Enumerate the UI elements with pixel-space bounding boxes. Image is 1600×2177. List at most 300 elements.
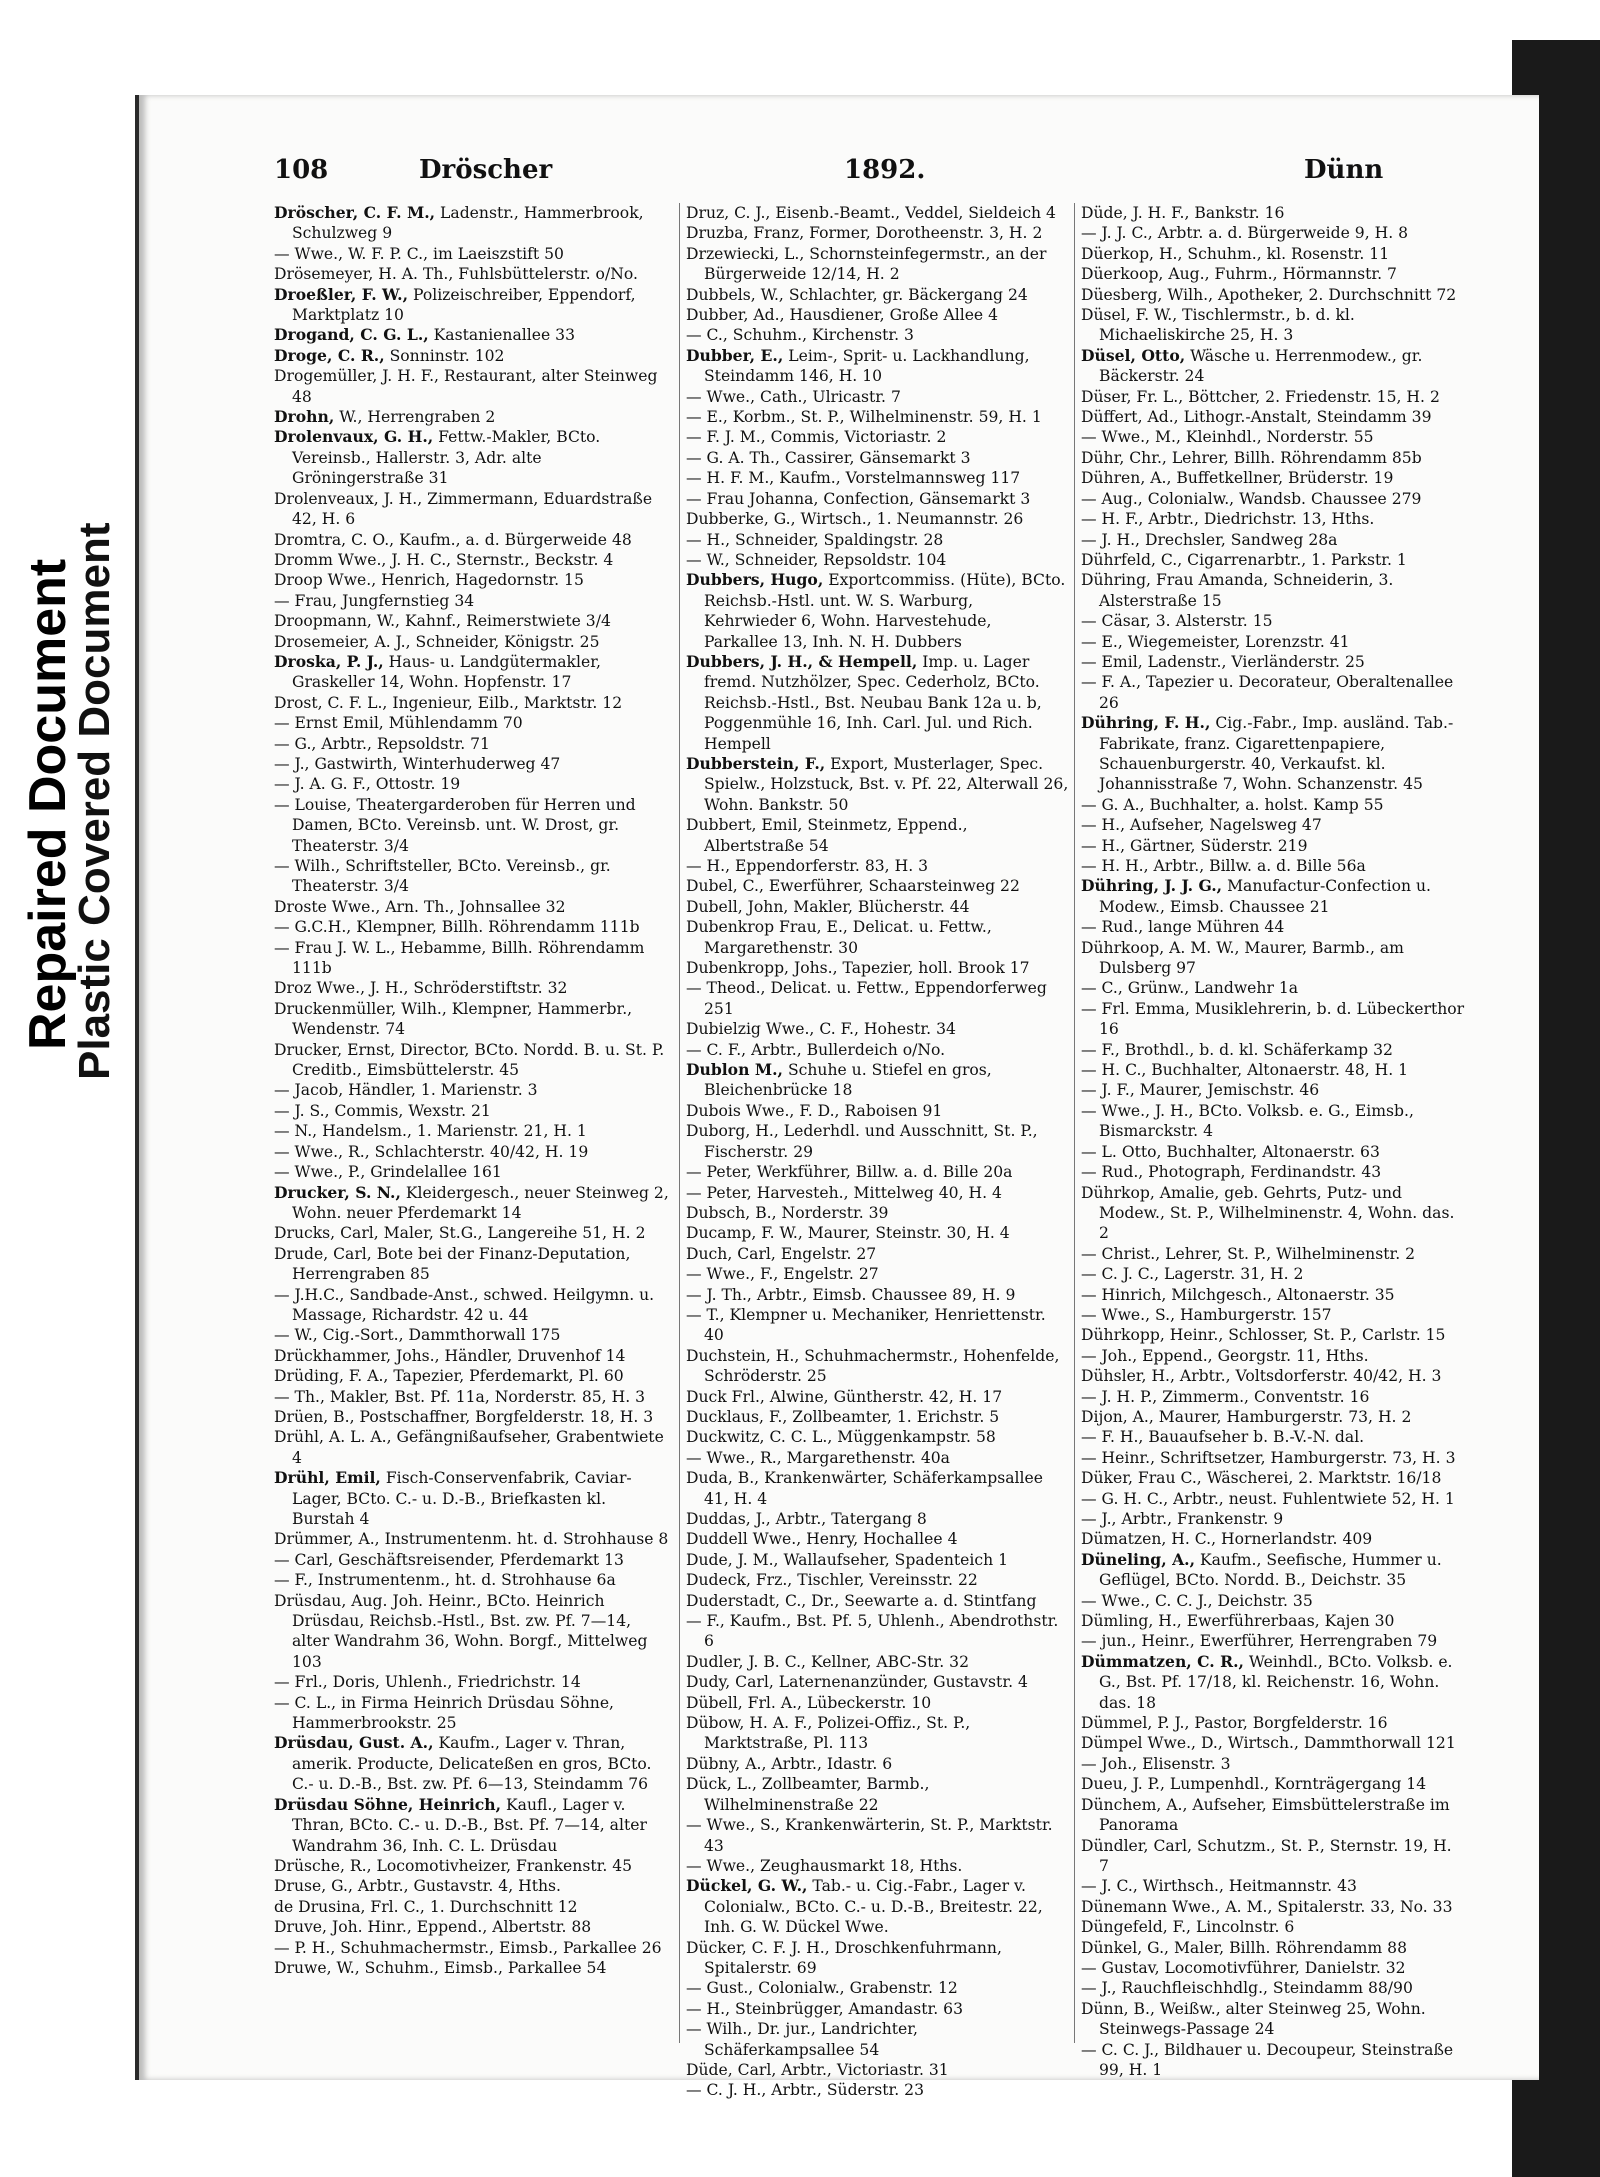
- entry-name: Droska, P. J.,: [274, 651, 384, 671]
- entry-name: Drüsdau, Gust. A.,: [274, 1733, 434, 1753]
- entry-details: — J. F., Maurer, Jemischstr. 46: [1081, 1081, 1320, 1100]
- directory-entry: [686, 570, 1069, 652]
- directory-entry: [686, 1856, 1069, 1876]
- entry-details: Düker, Frau C., Wäscherei, 2. Marktstr. 16/18: [1081, 1469, 1442, 1488]
- entry-details: Manufactur-Confection u. Modew., Eimsb. Chaussee 21: [1099, 877, 1431, 916]
- entry-details: Dühren, A., Buffetkellner, Brüderstr. 19: [1081, 469, 1394, 488]
- entry-details: — H., Eppendorferstr. 83, H. 3: [686, 857, 929, 875]
- directory-entry: [274, 897, 669, 917]
- entry-details: Druve, Joh. Hinr., Eppend., Albertstr. 88: [274, 1918, 592, 1937]
- directory-entry: [1081, 1897, 1466, 1917]
- directory-entry: [1081, 427, 1466, 447]
- entry-details: — Frau J. W. L., Hebamme, Billh. Röhrendamm 111b: [274, 938, 645, 978]
- entry-details: Drude, Carl, Bote bei der Finanz-Deputation, Herrengraben 85: [274, 1244, 631, 1284]
- entry-details: — J. Th., Arbtr., Eimsb. Chaussee 89, H. 9: [686, 1285, 1016, 1304]
- directory-entry: [686, 509, 1069, 529]
- directory-entry: [686, 1693, 1069, 1713]
- directory-entry: [1081, 1387, 1466, 1407]
- directory-entry: [686, 1509, 1069, 1529]
- directory-entry: [274, 1733, 669, 1794]
- entry-details: Ladenstr., Hammerbrook, Schulzweg 9: [292, 204, 644, 243]
- directory-entry: [274, 489, 669, 530]
- directory-entry: [1081, 223, 1466, 243]
- entry-details: Drucker, Ernst, Director, BCto. Nordd. B. u. St. P. Creditb., Eimsbüttelerstr. 45: [274, 1040, 665, 1080]
- entry-details: Düde, J. H. F., Bankstr. 16: [1081, 204, 1285, 222]
- directory-entry: [686, 1346, 1069, 1387]
- entry-details: Dubberke, G., Wirtsch., 1. Neumannstr. 26: [686, 510, 1024, 529]
- directory-entry: [686, 427, 1069, 447]
- directory-entry: [1081, 652, 1466, 672]
- directory-entry: [274, 1162, 669, 1182]
- entry-details: Dubielzig Wwe., C. F., Hohestr. 34: [686, 1020, 956, 1039]
- entry-details: — Theod., Delicat. u. Fettw., Eppendorferweg 251: [686, 979, 1047, 1018]
- entry-details: Düerkop, H., Schuhm., kl. Rosenstr. 11: [1081, 244, 1390, 263]
- directory-entry: [1081, 1407, 1466, 1427]
- directory-entry: [274, 938, 669, 979]
- entry-details: Exportcommiss. (Hüte), BCto. Reichsb.-Hstl. unt. W. S. Warburg, Kehrwieder 6, Wohn. Harvestehude, Parkallee 13, Inh. N. H. Dubbers: [704, 571, 1066, 651]
- directory-entry: [1081, 1713, 1466, 1733]
- directory-entry: [686, 2019, 1069, 2060]
- directory-entry: [686, 1672, 1069, 1692]
- page-number: 108: [274, 155, 329, 185]
- directory-entry: [274, 611, 669, 631]
- directory-entry: [1081, 387, 1466, 407]
- directory-entry: [686, 1652, 1069, 1672]
- entry-details: Duddell Wwe., Henry, Hochallee 4: [686, 1530, 958, 1549]
- entry-details: — Wwe., Zeughausmarkt 18, Hths.: [686, 1856, 963, 1875]
- directory-entry: [274, 1223, 669, 1243]
- directory-entry: [686, 856, 1069, 876]
- directory-entry: [686, 244, 1069, 285]
- directory-entry: [1081, 978, 1466, 998]
- directory-entry: [274, 917, 669, 937]
- directory-entry: [686, 203, 1069, 223]
- entry-details: — G., Arbtr., Repsoldstr. 71: [274, 734, 490, 753]
- entry-details: Dünchem, A., Aufseher, Eimsbüttelerstraße im Panorama: [1081, 1795, 1450, 1835]
- directory-entry: [686, 1060, 1069, 1101]
- directory-entry: [686, 1550, 1069, 1570]
- directory-entry: [1081, 1040, 1466, 1060]
- entry-details: — Wwe., R., Margarethenstr. 40a: [686, 1448, 950, 1467]
- entry-name: Drogand, C. G. L.,: [274, 325, 429, 345]
- entry-details: — C. L., in Firma Heinrich Drüsdau Söhne, Hammerbrookstr. 25: [274, 1693, 615, 1733]
- directory-entry: [1081, 1325, 1466, 1345]
- entry-details: — Aug., Colonialw., Wandsb. Chaussee 279: [1081, 489, 1422, 508]
- entry-details: Schuhe u. Stiefel en gros, Bleichenbrücke 18: [704, 1061, 992, 1100]
- column-1: [274, 203, 669, 2043]
- entry-details: — J. A. G. F., Ottostr. 19: [274, 775, 461, 794]
- entry-details: — Emil, Ladenstr., Vierländerstr. 25: [1081, 652, 1365, 671]
- entry-details: — F. J. M., Commis, Victoriastr. 2: [686, 428, 947, 447]
- entry-details: Kleidergesch., neuer Steinweg 2, Wohn. neuer Pferdemarkt 14: [292, 1183, 669, 1222]
- directory-entry: [686, 1876, 1069, 1937]
- entry-details: Drüen, B., Postschaffner, Borgfelderstr. 18, H. 3: [274, 1407, 654, 1426]
- directory-entry: [274, 999, 669, 1040]
- plastic-covered-label: Plastic Covered Document: [70, 522, 119, 1080]
- entry-details: Dueu, J. P., Lumpenhdl., Kornträgergang 14: [1081, 1775, 1427, 1794]
- entry-details: Ducklaus, F., Zollbeamter, 1. Erichstr. 5: [686, 1407, 1000, 1426]
- entry-details: — Wwe., M., Kleinhdl., Norderstr. 55: [1081, 428, 1374, 447]
- directory-entry: [1081, 530, 1466, 550]
- entry-details: Dromm Wwe., J. H. C., Sternstr., Beckstr. 4: [274, 550, 614, 569]
- entry-details: Düde, Carl, Arbtr., Victoriastr. 31: [686, 2060, 949, 2079]
- entry-details: Dijon, A., Maurer, Hamburgerstr. 73, H. 2: [1081, 1407, 1412, 1426]
- directory-entry: [274, 1529, 669, 1549]
- directory-entry: [274, 570, 669, 590]
- directory-entry: [1081, 1346, 1466, 1366]
- entry-details: Druz, C. J., Eisenb.-Beamt., Veddel, Sieldeich 4: [686, 204, 1056, 222]
- directory-entry: [274, 1285, 669, 1326]
- entry-details: Dührfeld, C., Cigarrenarbtr., 1. Parkstr. 1: [1081, 550, 1407, 569]
- entry-details: — Wwe., P., Grindelallee 161: [274, 1163, 502, 1182]
- entry-details: Duch, Carl, Engelstr. 27: [686, 1244, 877, 1263]
- entry-details: Dubbert, Emil, Steinmetz, Eppend., Albertstraße 54: [686, 816, 968, 855]
- directory-entry: [274, 1142, 669, 1162]
- directory-entry: [1081, 856, 1466, 876]
- directory-entry: [274, 1591, 669, 1673]
- directory-entry: [274, 693, 669, 713]
- directory-entry: [686, 1815, 1069, 1856]
- entry-details: Drückhammer, Johs., Händler, Druvenhof 14: [274, 1346, 626, 1365]
- directory-entry: [274, 652, 669, 693]
- entry-details: Dünn, B., Weißw., alter Steinweg 25, Wohn. Steinwegs-Passage 24: [1081, 1999, 1426, 2039]
- directory-entry: [274, 754, 669, 774]
- directory-entry: [274, 1366, 669, 1386]
- entry-details: Duckwitz, C. C. L., Müggenkampstr. 58: [686, 1428, 996, 1447]
- entry-details: — Peter, Harvesteh., Mittelweg 40, H. 4: [686, 1183, 1002, 1202]
- directory-entry: [686, 1999, 1069, 2019]
- entry-details: — J. H. P., Zimmerm., Conventstr. 16: [1081, 1387, 1370, 1406]
- entry-details: Dündler, Carl, Schutzm., St. P., Sternstr. 19, H. 7: [1081, 1836, 1452, 1875]
- directory-entry: [1081, 1162, 1466, 1182]
- directory-entry: [1081, 1754, 1466, 1774]
- entry-details: Wäsche u. Herrenmodew., gr. Bäckerstr. 24: [1099, 346, 1423, 386]
- directory-entry: [686, 1121, 1069, 1162]
- directory-entry: [686, 489, 1069, 509]
- directory-entry: [274, 1550, 669, 1570]
- entry-details: — jun., Heinr., Ewerführer, Herrengraben 79: [1081, 1632, 1438, 1651]
- directory-entry: [1081, 1917, 1466, 1937]
- entry-details: — Wilh., Schriftsteller, BCto. Vereinsb., gr. Theaterstr. 3/4: [274, 857, 611, 896]
- entry-name: Dühring, F. H.,: [1081, 713, 1211, 733]
- directory-entry: [274, 550, 669, 570]
- entry-details: Duchstein, H., Schuhmachermstr., Hohenfelde, Schröderstr. 25: [686, 1346, 1060, 1386]
- entry-details: Dubenkropp, Johs., Tapezier, holl. Brook 17: [686, 959, 1030, 978]
- directory-entry: [1081, 1733, 1466, 1753]
- entry-details: — Wwe., C. C. J., Deichstr. 35: [1081, 1591, 1313, 1610]
- directory-entry: [274, 427, 669, 488]
- directory-entry: [1081, 407, 1466, 427]
- directory-entry: [1081, 917, 1466, 937]
- directory-entry: [686, 1468, 1069, 1509]
- entry-details: Drogemüller, J. H. F., Restaurant, alter Steinweg 48: [274, 367, 658, 406]
- entry-details: Dünemann Wwe., A. M., Spitalerstr. 33, No. 33: [1081, 1897, 1453, 1916]
- directory-entry: [1081, 1244, 1466, 1264]
- directory-entry: [274, 203, 669, 244]
- directory-entry: [274, 1856, 669, 1876]
- entry-details: — W., Schneider, Repsoldstr. 104: [686, 550, 947, 569]
- directory-entry: [686, 1754, 1069, 1774]
- directory-entry: [1081, 346, 1466, 387]
- directory-entry: [274, 530, 669, 550]
- directory-entry: [1081, 1550, 1466, 1591]
- entry-details: Dubbels, W., Schlachter, gr. Bäckergang 24: [686, 285, 1028, 304]
- entry-details: Dümpel Wwe., D., Wirtsch., Dammthorwall 121: [1081, 1734, 1456, 1753]
- entry-details: — Wilh., Dr. jur., Landrichter, Schäferkampsallee 54: [686, 2020, 918, 2059]
- entry-details: Export, Musterlager, Spec. Spielw., Holzstuck, Bst. v. Pf. 22, Alterwall 26, Wohn. Bankstr. 50: [704, 754, 1069, 814]
- directory-entry: [686, 1019, 1069, 1039]
- directory-entry: [686, 1448, 1069, 1468]
- directory-entry: [686, 917, 1069, 958]
- entry-details: Drzewiecki, L., Schornsteinfegermstr., an der Bürgerweide 12/14, H. 2: [686, 244, 1047, 284]
- entry-details: Cig.-Fabr., Imp. ausländ. Tab.-Fabrikate, franz. Cigarettenpapiere, Schauenburgerstr. 40, Verkaufst. kl. Johannisstraße 7, Wohn. Schanzenstr. 45: [1099, 714, 1454, 794]
- directory-entry: [1081, 611, 1466, 631]
- column-3: [1074, 203, 1466, 2079]
- directory-entry: [274, 856, 669, 897]
- directory-entry: [274, 978, 669, 998]
- entry-details: — Rud., Photograph, Ferdinandstr. 43: [1081, 1163, 1382, 1182]
- directory-entry: [1081, 1591, 1466, 1611]
- entry-details: Dümling, H., Ewerführerbaas, Kajen 30: [1081, 1612, 1395, 1631]
- directory-entry: [274, 407, 669, 427]
- entry-details: — H. H., Arbtr., Billw. a. d. Bille 56a: [1081, 857, 1366, 875]
- entry-details: — G. H. C., Arbtr., neust. Fuhlentwiete 52, H. 1: [1081, 1489, 1455, 1508]
- directory-entry: [686, 1203, 1069, 1223]
- entry-details: Dudler, J. B. C., Kellner, ABC-Str. 32: [686, 1652, 969, 1671]
- header-year: 1892.: [844, 155, 926, 185]
- entry-details: — Wwe., S., Krankenwärterin, St. P., Marktstr. 43: [686, 1816, 1053, 1855]
- directory-entry: [1081, 672, 1466, 713]
- directory-entry: [686, 1774, 1069, 1815]
- entry-details: — Wwe., R., Schlachterstr. 40/42, H. 19: [274, 1142, 589, 1161]
- directory-entry: [1081, 1978, 1466, 1998]
- entry-details: — J. H., Drechsler, Sandweg 28a: [1081, 530, 1338, 549]
- entry-name: Dühring, J. J. G.,: [1081, 876, 1223, 896]
- entry-details: Dück, L., Zollbeamter, Barmb., Wilhelminenstraße 22: [686, 1775, 930, 1814]
- directory-entry: [1081, 1285, 1466, 1305]
- entry-name: Drolenvaux, G. H.,: [274, 427, 434, 447]
- entry-details: Dubois Wwe., F. D., Raboisen 91: [686, 1101, 943, 1120]
- entry-details: Fisch-Conservenfabrik, Caviar-Lager, BCto. C.- u. D.-B., Briefkasten kl. Burstah 4: [292, 1469, 632, 1528]
- entry-details: — Jacob, Händler, 1. Marienstr. 3: [274, 1081, 538, 1100]
- entry-details: — F., Instrumentenm., ht. d. Strohhause 6a: [274, 1571, 616, 1590]
- directory-entry: [274, 1080, 669, 1100]
- directory-entry: [274, 1938, 669, 1958]
- entry-name: Dückel, G. W.,: [686, 1876, 808, 1896]
- directory-entry: [274, 713, 669, 733]
- directory-entry: [274, 264, 669, 284]
- entry-details: Tab.- u. Cig.-Fabr., Lager v. Colonialw., BCto. C.- u. D.-B., Breitestr. 22, Inh. G. W. Dückel Wwe.: [704, 1877, 1043, 1937]
- entry-details: Düesberg, Wilh., Apotheker, 2. Durchschnitt 72: [1081, 285, 1457, 304]
- entry-details: — Frl. Emma, Musiklehrerin, b. d. Lübeckerthor 16: [1081, 999, 1465, 1039]
- directory-entry: [274, 1121, 669, 1141]
- entry-details: Düffert, Ad., Lithogr.-Anstalt, Steindamm 39: [1081, 408, 1432, 427]
- directory-entry: [1081, 999, 1466, 1040]
- entry-details: — H., Schneider, Spaldingstr. 28: [686, 530, 944, 549]
- entry-details: Dühr, Chr., Lehrer, Billh. Röhrendamm 85b: [1081, 448, 1422, 467]
- entry-details: — Heinr., Schriftsetzer, Hamburgerstr. 73, H. 3: [1081, 1448, 1456, 1467]
- directory-entry: [274, 346, 669, 366]
- entry-details: Dudeck, Frz., Tischler, Vereinsstr. 22: [686, 1571, 978, 1590]
- entry-details: W., Herrengraben 2: [334, 408, 496, 427]
- directory-entry: [274, 632, 669, 652]
- directory-entry: [274, 1407, 669, 1427]
- directory-entry: [274, 1795, 669, 1856]
- entry-details: Düerkoop, Aug., Fuhrm., Hörmannstr. 7: [1081, 265, 1397, 284]
- entry-details: — J.H.C., Sandbade-Anst., schwed. Heilgymn. u. Massage, Richardstr. 42 u. 44: [274, 1285, 655, 1324]
- page-header: [139, 155, 1384, 195]
- directory-entry: [686, 978, 1069, 1019]
- entry-name: Drohn,: [274, 407, 335, 427]
- entry-details: Dümmel, P. J., Pastor, Borgfelderstr. 16: [1081, 1714, 1388, 1733]
- entry-details: Drüsdau, Aug. Joh. Heinr., BCto. Heinrich Drüsdau, Reichsb.-Hstl., Bst. zw. Pf. 7—14, alter Wandrahm 36, Wohn. Borgf., Mittelweg 103: [274, 1591, 648, 1671]
- entry-details: Dührkopp, Heinr., Schlosser, St. P., Carlstr. 15: [1081, 1326, 1446, 1345]
- entry-details: — Th., Makler, Bst. Pf. 11a, Norderstr. 85, H. 3: [274, 1387, 646, 1406]
- directory-entry: [686, 1183, 1069, 1203]
- column-2: [679, 203, 1069, 2100]
- directory-entry: [1081, 836, 1466, 856]
- directory-entry: [1081, 1958, 1466, 1978]
- directory-entry: [686, 387, 1069, 407]
- entry-details: Ducamp, F. W., Maurer, Steinstr. 30, H. 4: [686, 1224, 1010, 1243]
- entry-details: Dubenkrop Frau, E., Delicat. u. Fettw., Margarethenstr. 30: [686, 918, 992, 957]
- directory-entry: [686, 285, 1069, 305]
- entry-name: Dubber, E.,: [686, 345, 784, 365]
- entry-details: Drüsche, R., Locomotivheizer, Frankenstr. 45: [274, 1856, 633, 1875]
- directory-entry: [274, 325, 669, 345]
- directory-entry: [1081, 1795, 1466, 1836]
- entry-details: Duderstadt, C., Dr., Seewarte a. d. Stintfang: [686, 1591, 1037, 1610]
- entry-details: — Louise, Theatergarderoben für Herren und Damen, BCto. Vereinsb. unt. W. Drost, gr. Theaterstr. 3/4: [274, 795, 636, 855]
- entry-details: Fettw.-Makler, BCto. Vereinsb., Hallerstr. 3, Adr. alte Gröningerstraße 31: [292, 428, 601, 488]
- directory-entry: [1081, 1305, 1466, 1325]
- entry-details: — W., Cig.-Sort., Dammthorwall 175: [274, 1326, 561, 1345]
- directory-entry: [686, 876, 1069, 896]
- directory-entry: [1081, 509, 1466, 529]
- directory-entry: [686, 1713, 1069, 1754]
- directory-entry: [686, 1529, 1069, 1549]
- repaired-document-label: Repaired Document: [19, 558, 77, 1050]
- directory-entry: [1081, 1101, 1466, 1142]
- entry-details: — Wwe., Cath., Ulricastr. 7: [686, 387, 901, 406]
- entry-details: Duborg, H., Lederhdl. und Ausschnitt, St. P., Fischerstr. 29: [686, 1122, 1038, 1161]
- entry-details: de Drusina, Frl. C., 1. Durchschnitt 12: [274, 1897, 578, 1916]
- entry-details: — J., Gastwirth, Winterhuderweg 47: [274, 754, 561, 773]
- entry-details: Droopmann, W., Kahnf., Reimerstwiete 3/4: [274, 612, 611, 631]
- entry-name: Düsel, Otto,: [1081, 345, 1186, 365]
- entry-name: Dümmatzen, C. R.,: [1081, 1651, 1244, 1671]
- entry-details: Drosemeier, A. J., Schneider, Königstr. 25: [274, 632, 600, 651]
- entry-details: Polizeischreiber, Eppendorf, Marktplatz 10: [292, 285, 636, 325]
- directory-entry: [686, 223, 1069, 243]
- header-right-word: Dünn: [1304, 155, 1384, 185]
- directory-entry: [1081, 1366, 1466, 1386]
- directory-entry: [274, 1917, 669, 1937]
- entry-details: Duda, B., Krankenwärter, Schäferkampsallee 41, H. 4: [686, 1469, 1043, 1508]
- directory-entry: [274, 1672, 669, 1692]
- entry-details: — Gust., Colonialw., Grabenstr. 12: [686, 1979, 958, 1998]
- entry-details: Dünkel, G., Maler, Billh. Röhrendamm 88: [1081, 1938, 1407, 1957]
- directory-entry: [686, 530, 1069, 550]
- directory-entry: [686, 550, 1069, 570]
- entry-details: Dübow, H. A. F., Polizei-Offiz., St. P., Marktstraße, Pl. 113: [686, 1714, 971, 1753]
- directory-entry: [1081, 1489, 1466, 1509]
- directory-entry: [1081, 1183, 1466, 1244]
- directory-entry: [686, 346, 1069, 387]
- entry-details: Leim-, Sprit- u. Lackhandlung, Steindamm 146, H. 10: [704, 346, 1030, 386]
- entry-name: Droeßler, F. W.,: [274, 284, 408, 304]
- entry-details: Druzba, Franz, Former, Dorotheenstr. 3, H. 2: [686, 224, 1043, 243]
- entry-details: — J. J. C., Arbtr. a. d. Bürgerweide 9, H. 8: [1081, 224, 1409, 243]
- entry-details: — Hinrich, Milchgesch., Altonaerstr. 35: [1081, 1285, 1395, 1304]
- directory-entry: [274, 1183, 669, 1224]
- entry-details: — L. Otto, Buchhalter, Altonaerstr. 63: [1081, 1142, 1380, 1161]
- entry-details: — C. F., Arbtr., Bullerdeich o/No.: [686, 1040, 946, 1059]
- entry-details: — Wwe., S., Hamburgerstr. 157: [1081, 1305, 1332, 1324]
- directory-entry: [1081, 1427, 1466, 1447]
- directory-entry: [686, 1407, 1069, 1427]
- directory-entry: [1081, 305, 1466, 346]
- directory-entry: [274, 1346, 669, 1366]
- entry-name: Drüsdau Söhne, Heinrich,: [274, 1794, 502, 1814]
- entry-details: Dühring, Frau Amanda, Schneiderin, 3. Alsterstraße 15: [1081, 571, 1394, 610]
- entry-details: — J., Rauchfleischhdlg., Steindamm 88/90: [1081, 1979, 1413, 1998]
- directory-entry: [274, 591, 669, 611]
- entry-details: — Wwe., J. H., BCto. Volksb. e. G., Eimsb., Bismarckstr. 4: [1081, 1101, 1414, 1141]
- entry-details: — F., Kaufm., Bst. Pf. 5, Uhlenh., Abendrothstr. 6: [686, 1612, 1059, 1651]
- entry-details: — Joh., Eppend., Georgstr. 11, Hths.: [1081, 1346, 1369, 1365]
- directory-entry: [274, 1897, 669, 1917]
- directory-entry: [686, 1162, 1069, 1182]
- entry-name: Dubbers, Hugo,: [686, 570, 824, 590]
- entry-details: — Rud., lange Mühren 44: [1081, 918, 1285, 937]
- directory-entry: [1081, 938, 1466, 979]
- entry-details: — P. H., Schuhmachermstr., Eimsb., Parkallee 26: [274, 1938, 662, 1957]
- entry-name: Droge, C. R.,: [274, 345, 385, 365]
- directory-entry: [274, 1958, 669, 1978]
- entry-details: Sonninstr. 102: [384, 346, 505, 365]
- directory-entry: [686, 1591, 1069, 1611]
- entry-details: — Joh., Elisenstr. 3: [1081, 1754, 1231, 1773]
- entry-details: Kaufl., Lager v. Thran, BCto. C.- u. D.-B., Bst. Pf. 7—14, alter Wandrahm 36, Inh. C. L. Drüsdau: [292, 1795, 647, 1855]
- directory-entry: [1081, 1876, 1466, 1896]
- entry-details: Drost, C. F. L., Ingenieur, Eilb., Marktstr. 12: [274, 693, 623, 712]
- entry-name: Dubbers, J. H., & Hempell,: [686, 651, 918, 671]
- directory-entry: [1081, 1652, 1466, 1713]
- entry-details: — C. C. J., Bildhauer u. Decoupeur, Steinstraße 99, H. 1: [1081, 2040, 1454, 2079]
- directory-entry: [1081, 1080, 1466, 1100]
- entry-details: — H., Gärtner, Süderstr. 219: [1081, 836, 1308, 855]
- entry-details: — Wwe., F., Engelstr. 27: [686, 1265, 879, 1284]
- directory-entry: [1081, 489, 1466, 509]
- directory-entry: [686, 897, 1069, 917]
- entry-details: — Cäsar, 3. Alsterstr. 15: [1081, 612, 1273, 631]
- entry-details: — E., Korbm., St. P., Wilhelminenstr. 59, H. 1: [686, 408, 1042, 427]
- entry-details: Drümmer, A., Instrumentenm. ht. d. Strohhause 8: [274, 1530, 669, 1549]
- entry-details: Droop Wwe., Henrich, Hagedornstr. 15: [274, 571, 584, 590]
- entry-details: — G. A. Th., Cassirer, Gänsemarkt 3: [686, 448, 971, 467]
- entry-details: Droz Wwe., J. H., Schröderstiftstr. 32: [274, 979, 568, 998]
- directory-entry: [1081, 632, 1466, 652]
- directory-entry: [1081, 285, 1466, 305]
- entry-details: — Frl., Doris, Uhlenh., Friedrichstr. 14: [274, 1673, 581, 1692]
- entry-details: Dübell, Frl. A., Lübeckerstr. 10: [686, 1693, 932, 1712]
- entry-name: Dröscher, C. F. M.,: [274, 203, 436, 222]
- entry-details: — Gustav, Locomotivführer, Danielstr. 32: [1081, 1958, 1406, 1977]
- entry-details: Kaufm., Lager v. Thran, amerik. Producte, Delicateßen en gros, BCto. C.- u. D.-B., Bst. zw. Pf. 6—13, Steindamm 76: [292, 1734, 652, 1794]
- entry-details: Düser, Fr. L., Böttcher, 2. Friedenstr. 15, H. 2: [1081, 387, 1440, 406]
- entry-details: — H. F. M., Kaufm., Vorstelmannsweg 117: [686, 469, 1021, 488]
